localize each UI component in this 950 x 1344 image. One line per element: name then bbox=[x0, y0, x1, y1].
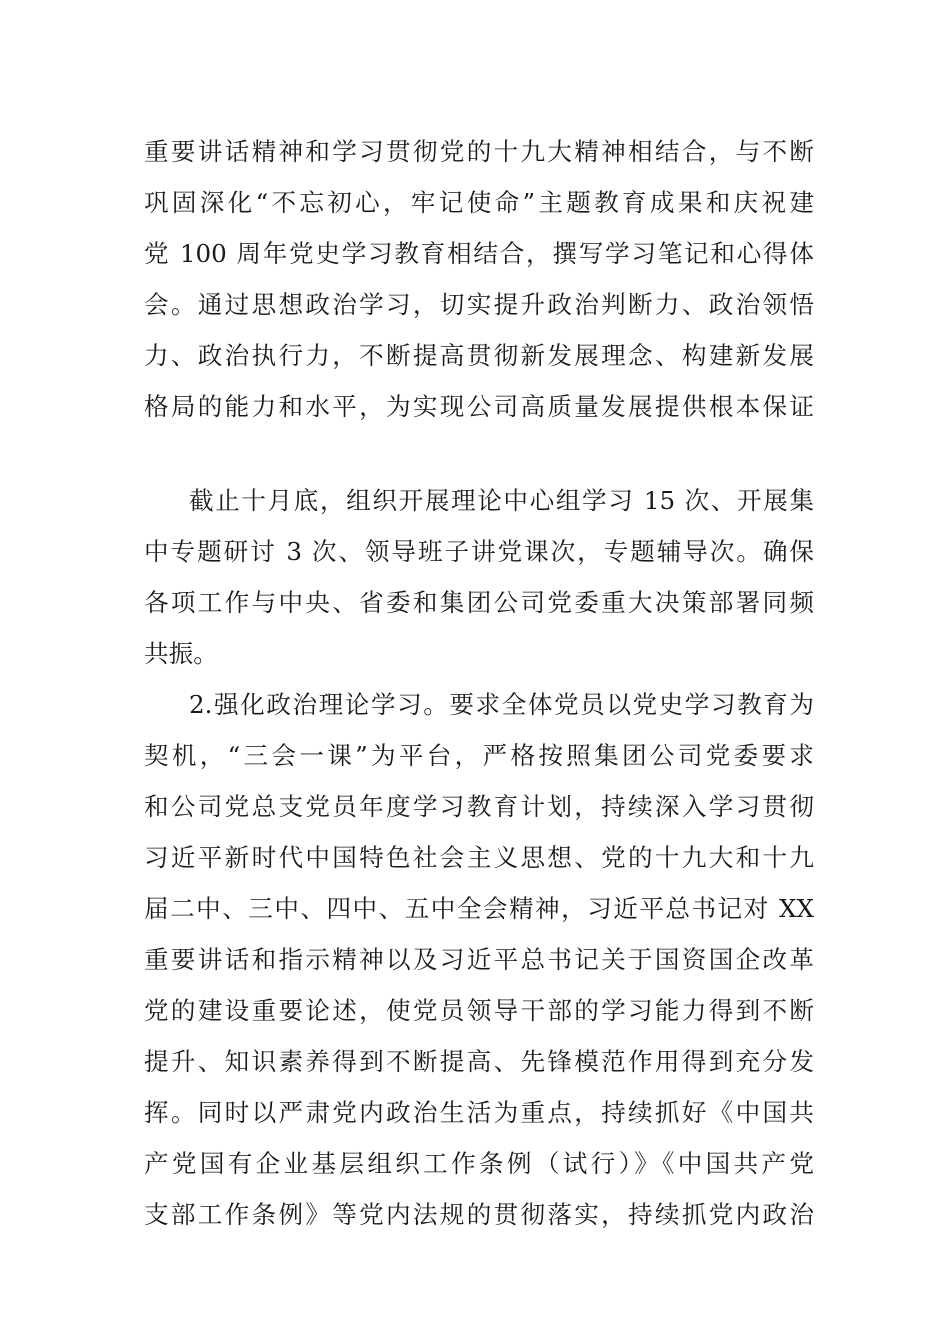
paragraph-1-line-5: 力、政治执行力，不断提高贯彻新发展理念、构建新发展 bbox=[144, 341, 814, 370]
paragraph-3-line-11: 支部工作条例》等党内法规的贯彻落实，持续抓党内政治 bbox=[144, 1200, 814, 1229]
paragraph-3-line-2: 契机，“三会一课”为平台，严格按照集团公司党委要求 bbox=[144, 741, 814, 770]
paragraph-3-line-6: 重要讲话和指示精神以及习近平总书记关于国资国企改革 bbox=[144, 945, 814, 974]
paragraph-3-line-1: 2.强化政治理论学习。要求全体党员以党史学习教育为 bbox=[189, 690, 814, 719]
paragraph-3-line-7: 党的建设重要论述，使党员领导干部的学习能力得到不断 bbox=[144, 996, 814, 1025]
paragraph-1-line-3: 党 100 周年党史学习教育相结合，撰写学习笔记和心得体 bbox=[144, 239, 814, 268]
paragraph-2-line-4: 共振。 bbox=[144, 639, 218, 668]
paragraph-2-line-2: 中专题研讨 3 次、领导班子讲党课次，专题辅导次。确保 bbox=[144, 537, 814, 566]
paragraph-3-line-4: 习近平新时代中国特色社会主义思想、党的十九大和十九 bbox=[144, 843, 814, 872]
paragraph-3-line-3: 和公司党总支党员年度学习教育计划，持续深入学习贯彻 bbox=[144, 792, 814, 821]
paragraph-3-line-10: 产党国有企业基层组织工作条例（试行）》《中国共产党 bbox=[144, 1149, 814, 1178]
paragraph-1-line-4: 会。通过思想政治学习，切实提升政治判断力、政治领悟 bbox=[144, 290, 814, 319]
paragraph-3-line-5: 届二中、三中、四中、五中全会精神，习近平总书记对 XX bbox=[144, 894, 814, 923]
paragraph-1-line-2: 巩固深化“不忘初心，牢记使命”主题教育成果和庆祝建 bbox=[144, 188, 814, 217]
paragraph-3-line-8: 提升、知识素养得到不断提高、先锋模范作用得到充分发 bbox=[144, 1047, 814, 1076]
paragraph-1-line-1: 重要讲话精神和学习贯彻党的十九大精神相结合，与不断 bbox=[144, 137, 814, 166]
paragraph-3-line-9: 挥。同时以严肃党内政治生活为重点，持续抓好《中国共 bbox=[144, 1098, 814, 1127]
paragraph-2-line-3: 各项工作与中央、省委和集团公司党委重大决策部署同频 bbox=[144, 588, 814, 617]
paragraph-2-line-1: 截止十月底，组织开展理论中心组学习 15 次、开展集 bbox=[189, 486, 814, 515]
paragraph-1-line-6: 格局的能力和水平，为实现公司高质量发展提供根本保证 bbox=[144, 392, 814, 421]
